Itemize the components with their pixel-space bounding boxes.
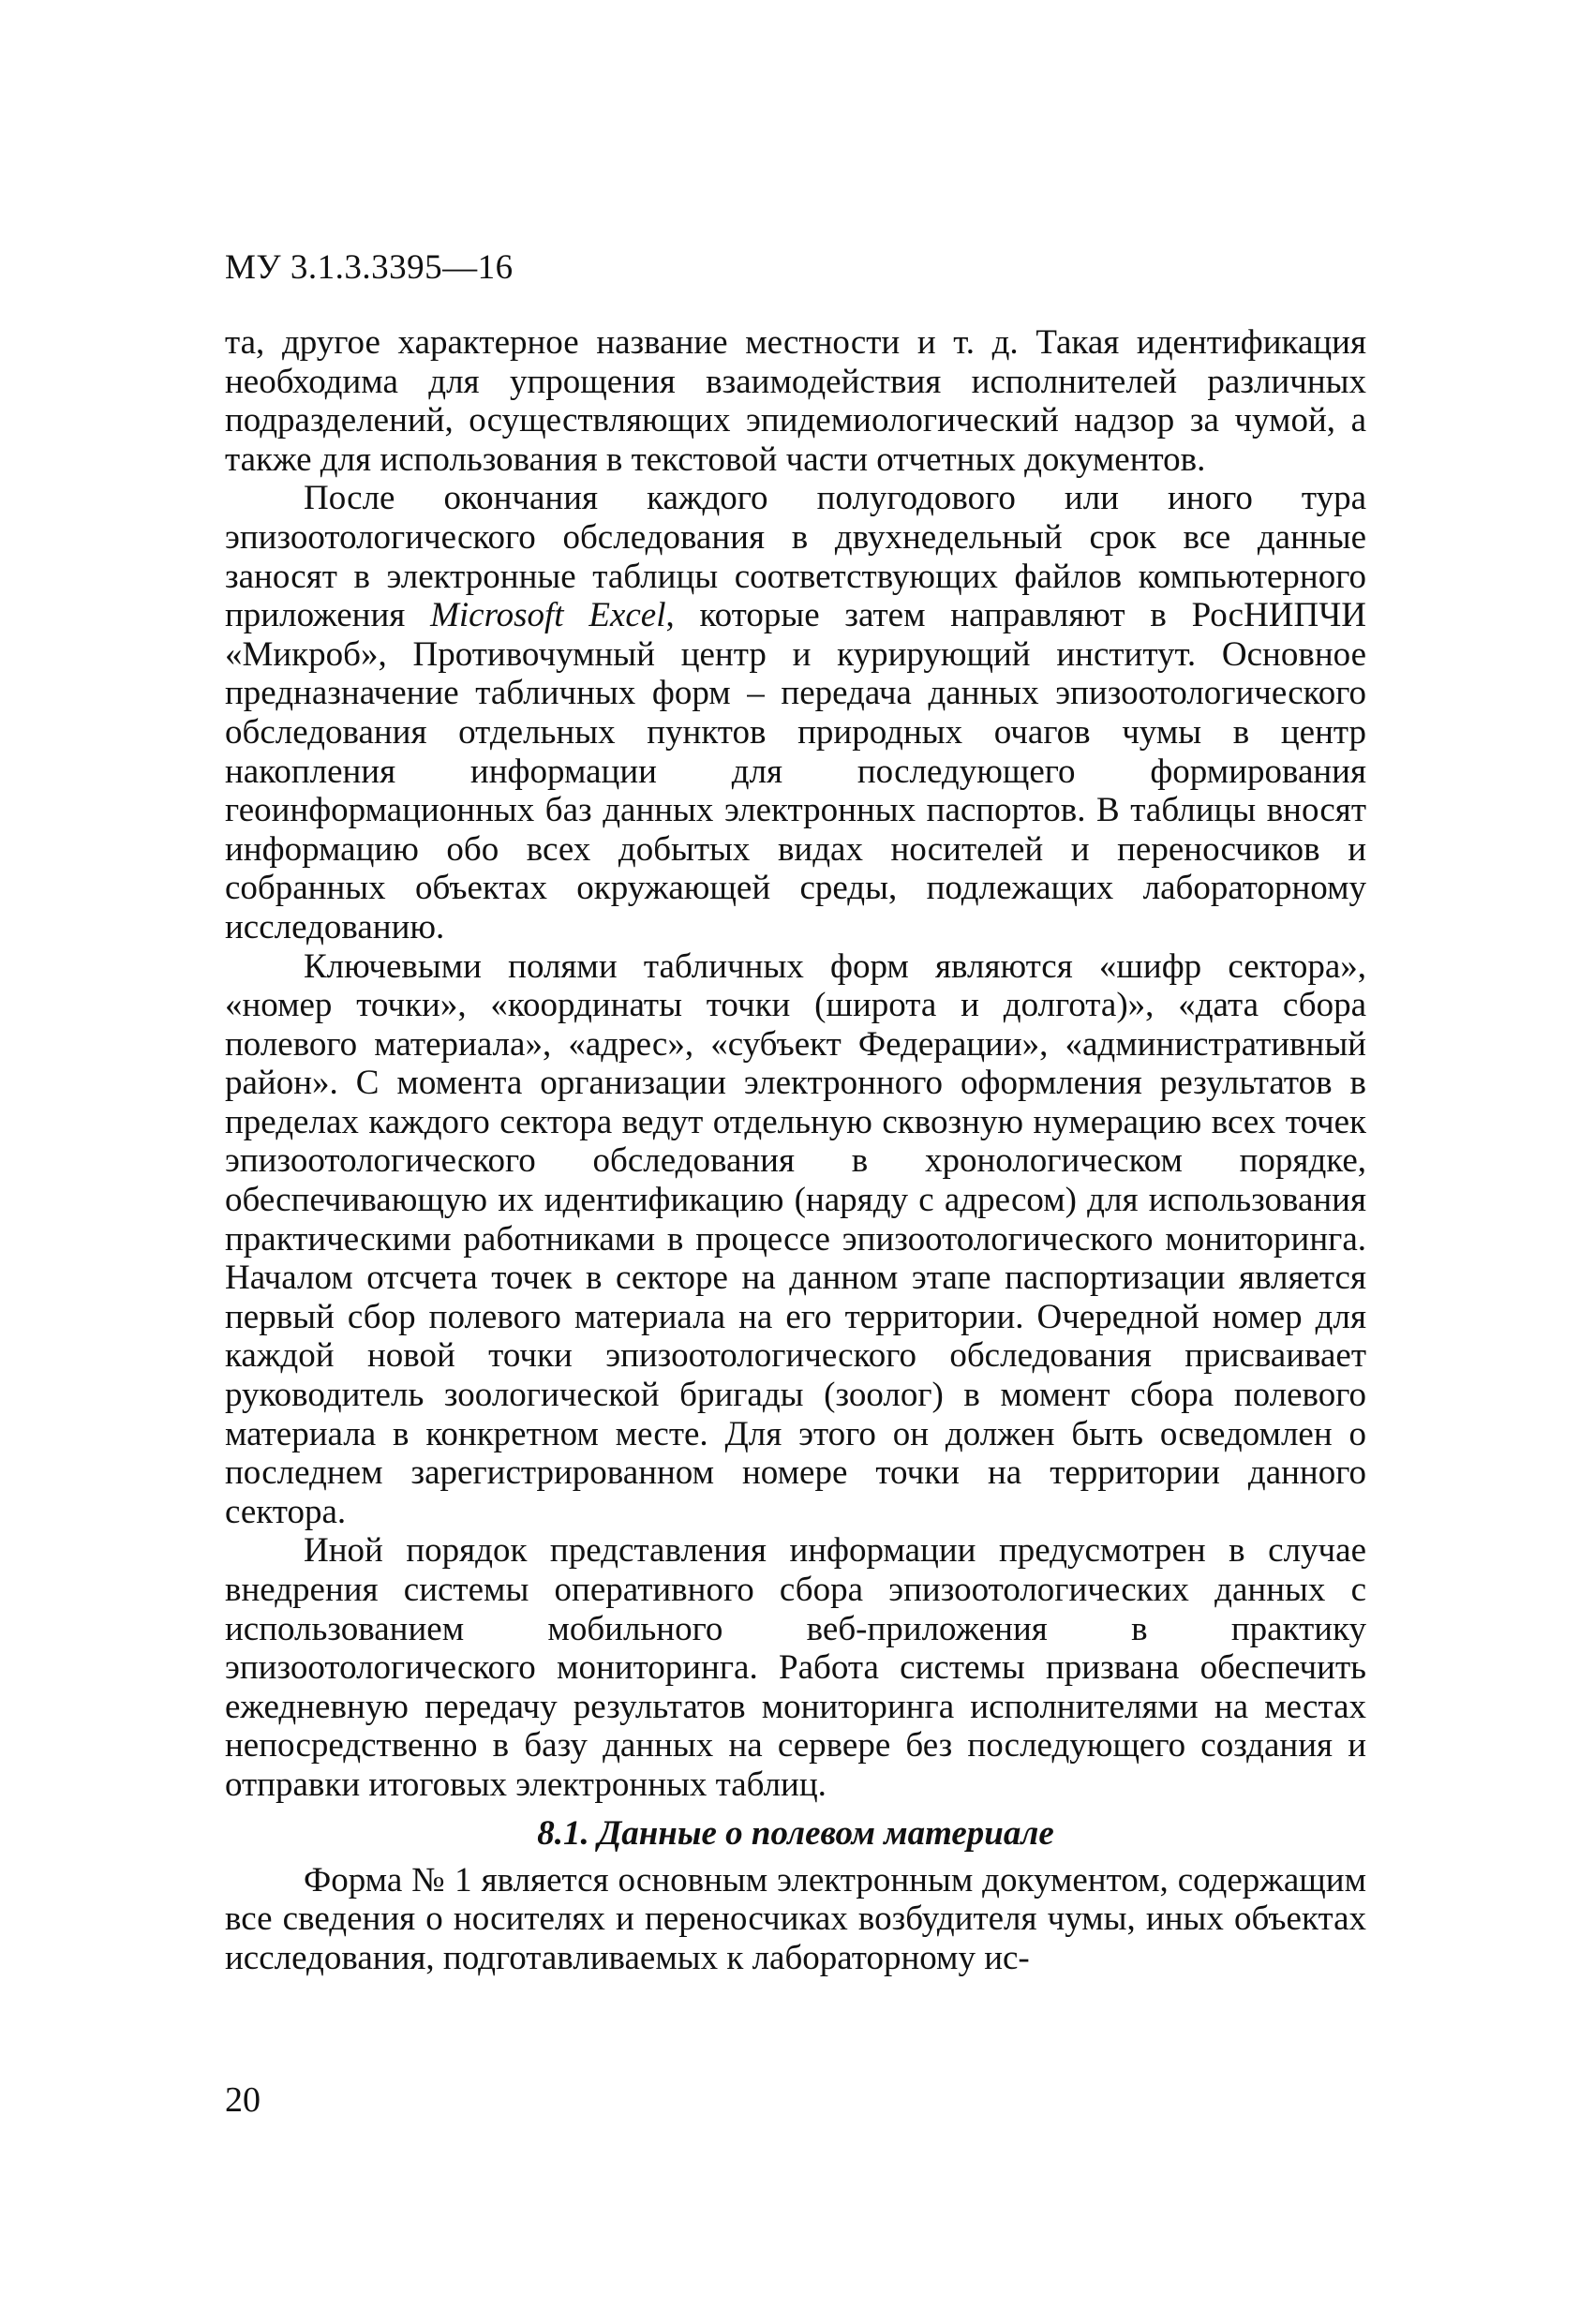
paragraph-form-1 <box>225 1861 1366 1978</box>
paragraph-text: та, другое характерное название местности и т. д. Такая идентификация необходима для упрощения взаимодействия исполнителей различных подразделений, осуществляющих эпидемиологический надзор за чумой, а также для использования в текстовой части отчетных документов. <box>225 323 1366 479</box>
software-name: Microsoft Excel <box>430 596 666 635</box>
paragraph-key-fields <box>225 947 1366 1532</box>
paragraph-text: Форма № 1 является основным электронным документом, содержащим все сведения о носителях и переносчиках возбудителя чумы, иных объектах исследования, подготавливаемых к лабораторному ис- <box>225 1860 1366 1977</box>
body-text <box>225 323 1366 1977</box>
section-heading: 8.1. Данные о полевом материале <box>537 1813 1054 1853</box>
paragraph-excel-tables <box>225 479 1366 946</box>
paragraph-text: , которые затем направляют в РосНИПЧИ «Микроб», Противочумный центр и курирующий институт. Основное предназначение табличных форм – передача данных эпизоотологического обследования отдельных пунктов природных очагов чумы в центр накопления информации для последующего формирования геоинформационных баз данных электронных паспортов. В таблицы вносят информацию обо всех добытых видах носителей и переносчиков и собранных объектах окружающей среды, подлежащих лабораторному исследованию. <box>225 596 1367 946</box>
paragraph-text: Ключевыми полями табличных форм являются «шифр сектора», «номер точки», «координаты точки (широта и долгота)», «дата сбора полевого материала», «адрес», «субъект Федерации», «административный район». С момента организации электронного оформления результатов в пределах каждого сектора ведут отдельную сквозную нумерацию всех точек эпизоотологического обследования в хронологическом порядке, обеспечивающую их идентификацию (наряду с адресом) для использования практическими работниками в процессе эпизоотологического мониторинга. Началом отсчета точек в секторе на данном этапе паспортизации является первый сбор полевого материала на его территории. Очередной номер для каждой новой точки эпизоотологического обследования присваивает руководитель зоологической бригады (зоолог) в момент сбора полевого материала в конкретном месте. Для этого он должен быть осведомлен о последнем зарегистрированном номере точки на территории данного сектора. <box>225 946 1366 1531</box>
paragraph-text: Иной порядок представления информации предусмотрен в случае внедрения системы оперативного сбора эпизоотологических данных с использованием мобильного веб-приложения в практику эпизоотологического мониторинга. Работа системы призвана обеспечить ежедневную передачу результатов мониторинга исполнителями на местах непосредственно в базу данных на сервере без последующего создания и отправки итоговых электронных таблиц. <box>225 1531 1366 1804</box>
paragraph-continuation <box>225 323 1366 479</box>
document-code-header: МУ 3.1.3.3395—16 <box>225 248 514 287</box>
paragraph-text: После окончания каждого полугодового или иного тура эпизоотологического обследования в двухнедельный срок все данные заносят в электронные таблицы соответствующих файлов компьютерного приложения <box>225 479 1366 635</box>
paragraph-mobile-app <box>225 1531 1366 1804</box>
page-number: 20 <box>225 2080 261 2120</box>
